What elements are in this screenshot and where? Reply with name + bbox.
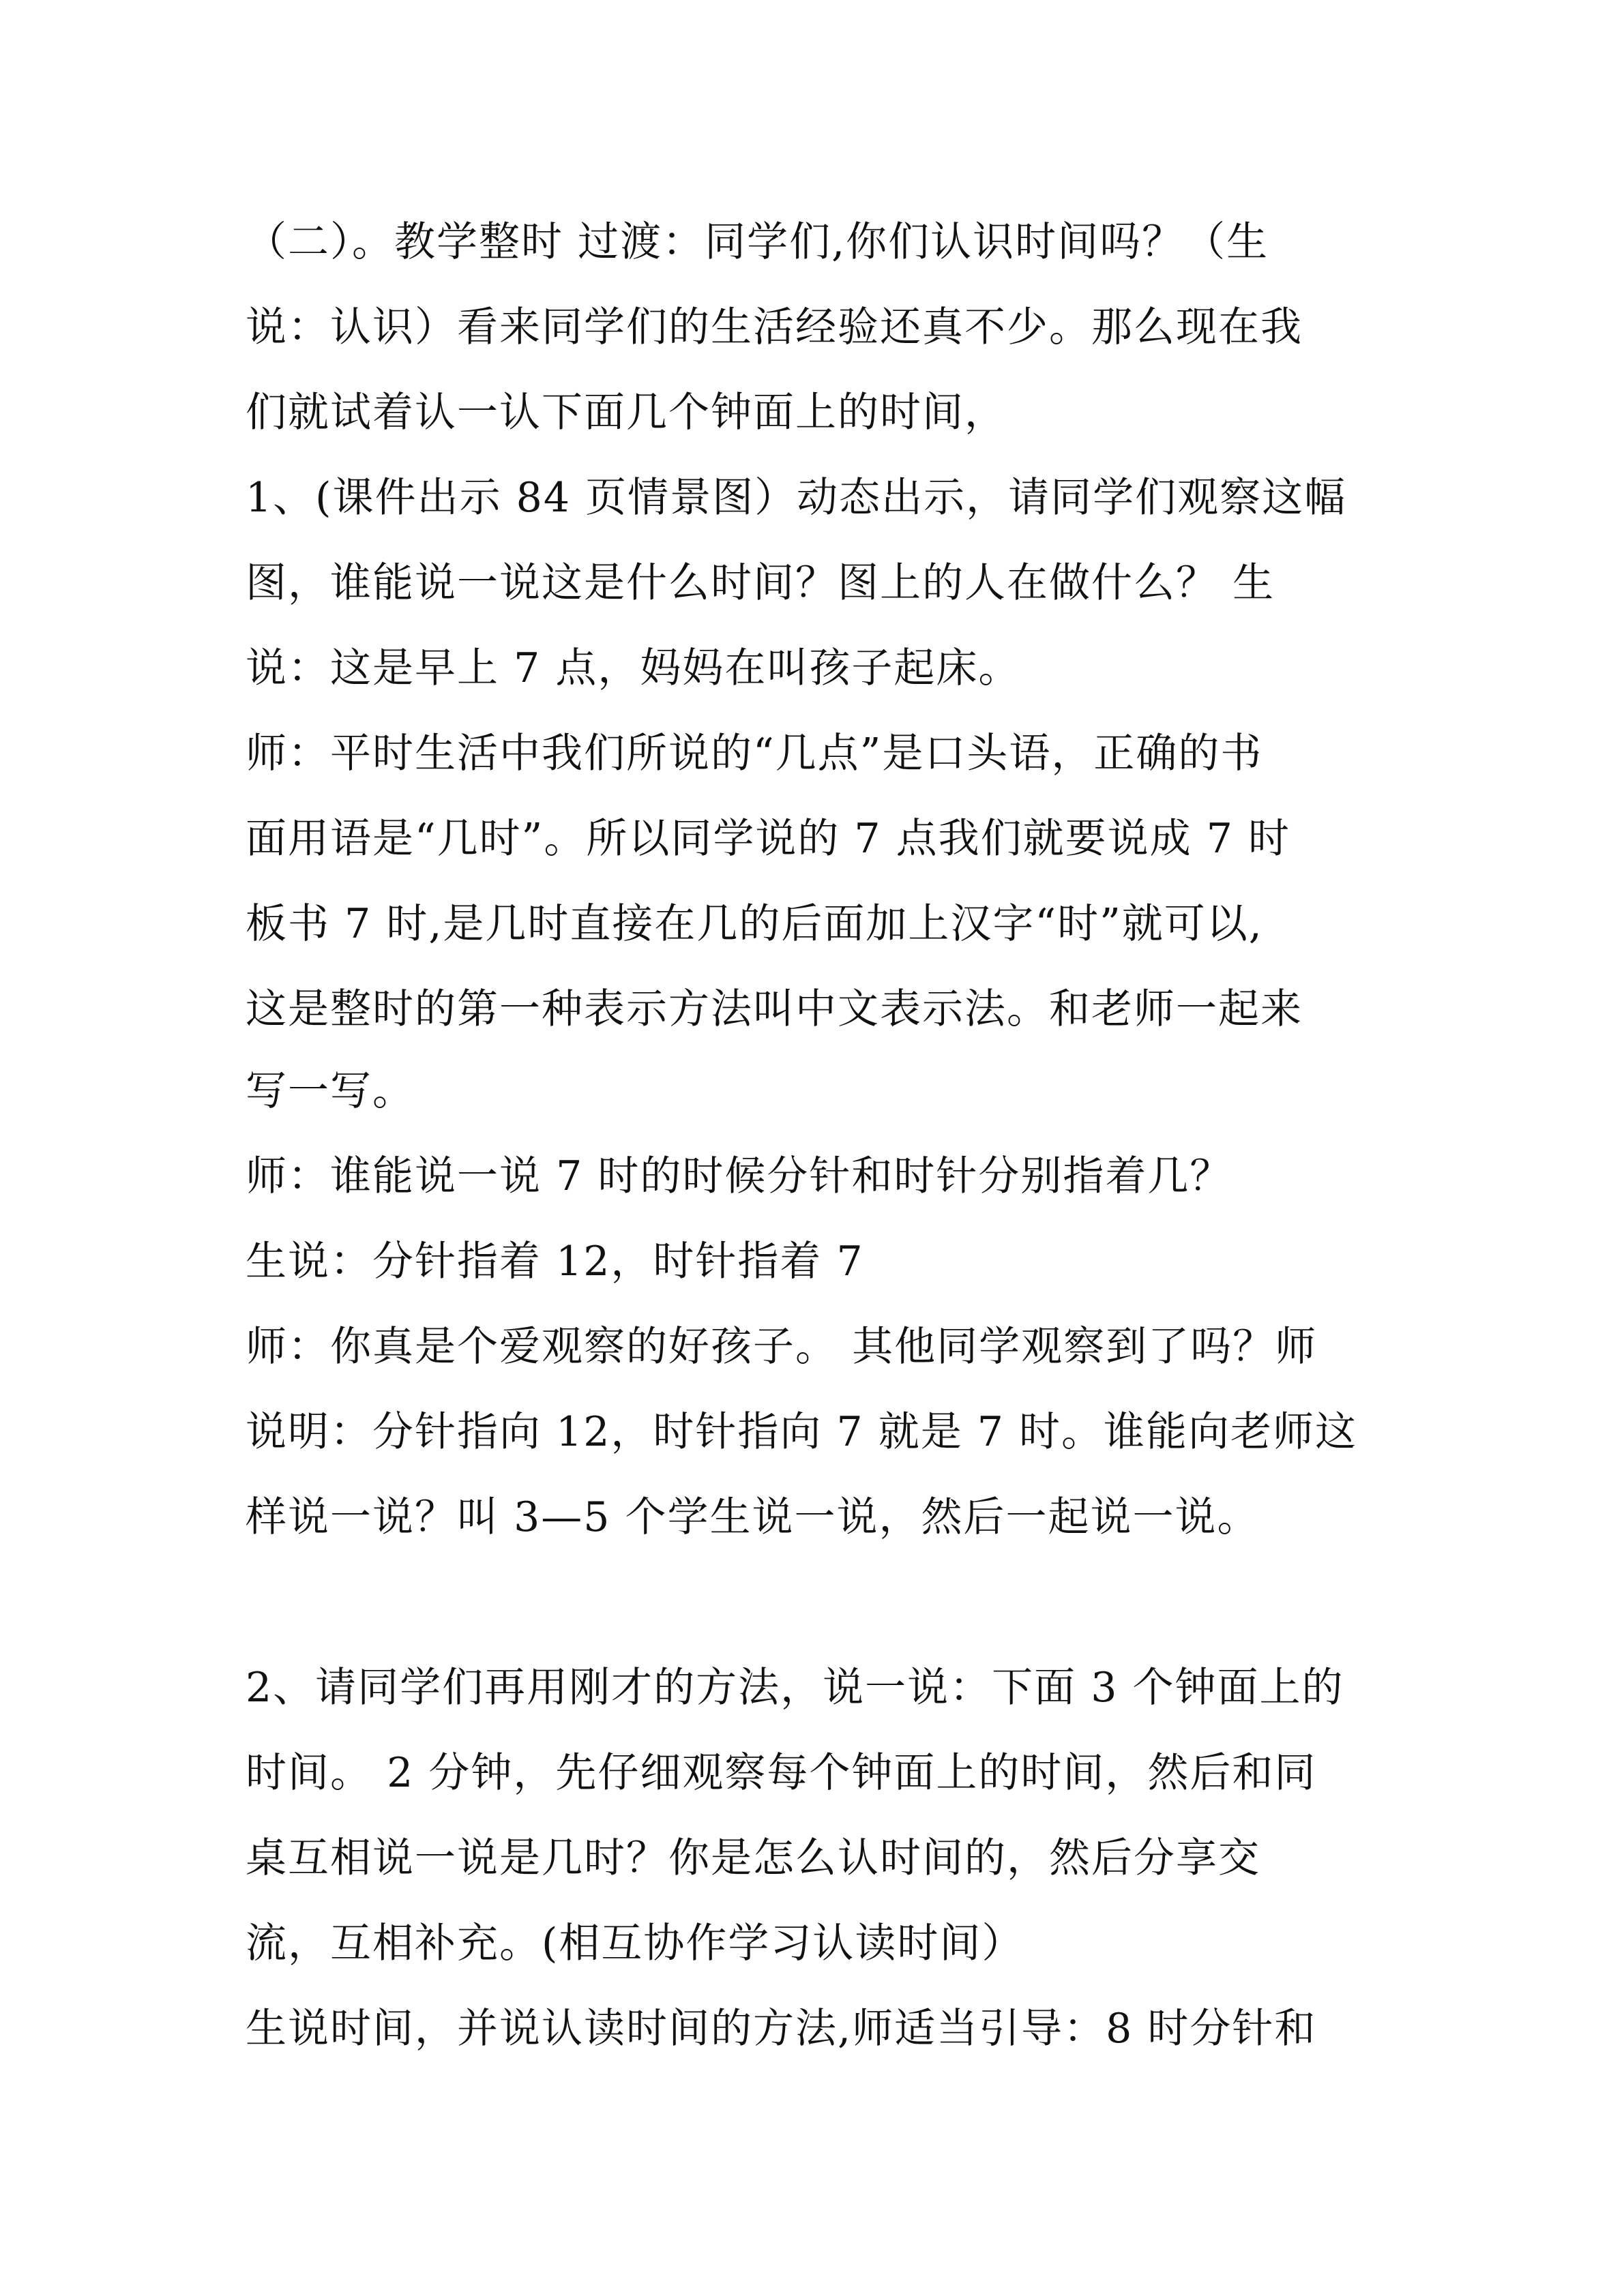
text-line-21: 生说时间，并说认读时间的方法,师适当引导：8 时分针和 xyxy=(246,2005,1317,2053)
text-line-1: （二）。教学整时 过渡：同学们,你们认识时间吗？（生 xyxy=(246,218,1269,266)
text-line-13: 生说：分针指着 12，时针指着 7 xyxy=(246,1238,864,1285)
text-line-15: 说明：分针指向 12，时针指向 7 就是 7 时。谁能向老师这 xyxy=(246,1408,1358,1456)
text-line-8: 面用语是“几时”。所以同学说的 7 点我们就要说成 7 时 xyxy=(246,815,1290,863)
text-line-4: 1、(课件出示 84 页情景图）动态出示，请同学们观察这幅 xyxy=(246,474,1347,522)
text-line-18: 时间。 2 分钟，先仔细观察每个钟面上的时间，然后和同 xyxy=(246,1749,1317,1797)
text-line-9: 板书 7 时,是几时直接在几的后面加上汉字“时”就可以, xyxy=(246,900,1263,948)
text-line-2: 说：认识）看来同学们的生活经验还真不少。那么现在我 xyxy=(246,303,1303,351)
text-line-7: 师：平时生活中我们所说的“几点”是口头语，正确的书 xyxy=(246,730,1263,777)
text-line-17: 2、请同学们再用刚才的方法，说一说：下面 3 个钟面上的 xyxy=(246,1664,1344,1712)
text-line-6: 说：这是早上 7 点，妈妈在叫孩子起床。 xyxy=(246,644,1021,692)
text-line-10: 这是整时的第一种表示方法叫中文表示法。和老师一起来 xyxy=(246,985,1303,1033)
text-line-20: 流，互相补充。(相互协作学习认读时间） xyxy=(246,1920,1024,1967)
text-line-11: 写一写。 xyxy=(246,1067,415,1115)
text-line-19: 桌互相说一说是几时？你是怎么认时间的，然后分享交 xyxy=(246,1834,1260,1882)
text-line-12: 师：谁能说一说 7 时的时候分针和时针分别指着几？ xyxy=(246,1152,1232,1200)
text-line-3: 们就试着认一认下面几个钟面上的时间， xyxy=(246,389,1007,436)
text-line-16: 样说一说？叫 3—5 个学生说一说，然后一起说一说。 xyxy=(246,1493,1260,1541)
text-line-5: 图，谁能说一说这是什么时间？图上的人在做什么？ 生 xyxy=(246,559,1275,607)
text-line-14: 师：你真是个爱观察的好孩子。 其他同学观察到了吗？师 xyxy=(246,1323,1318,1371)
